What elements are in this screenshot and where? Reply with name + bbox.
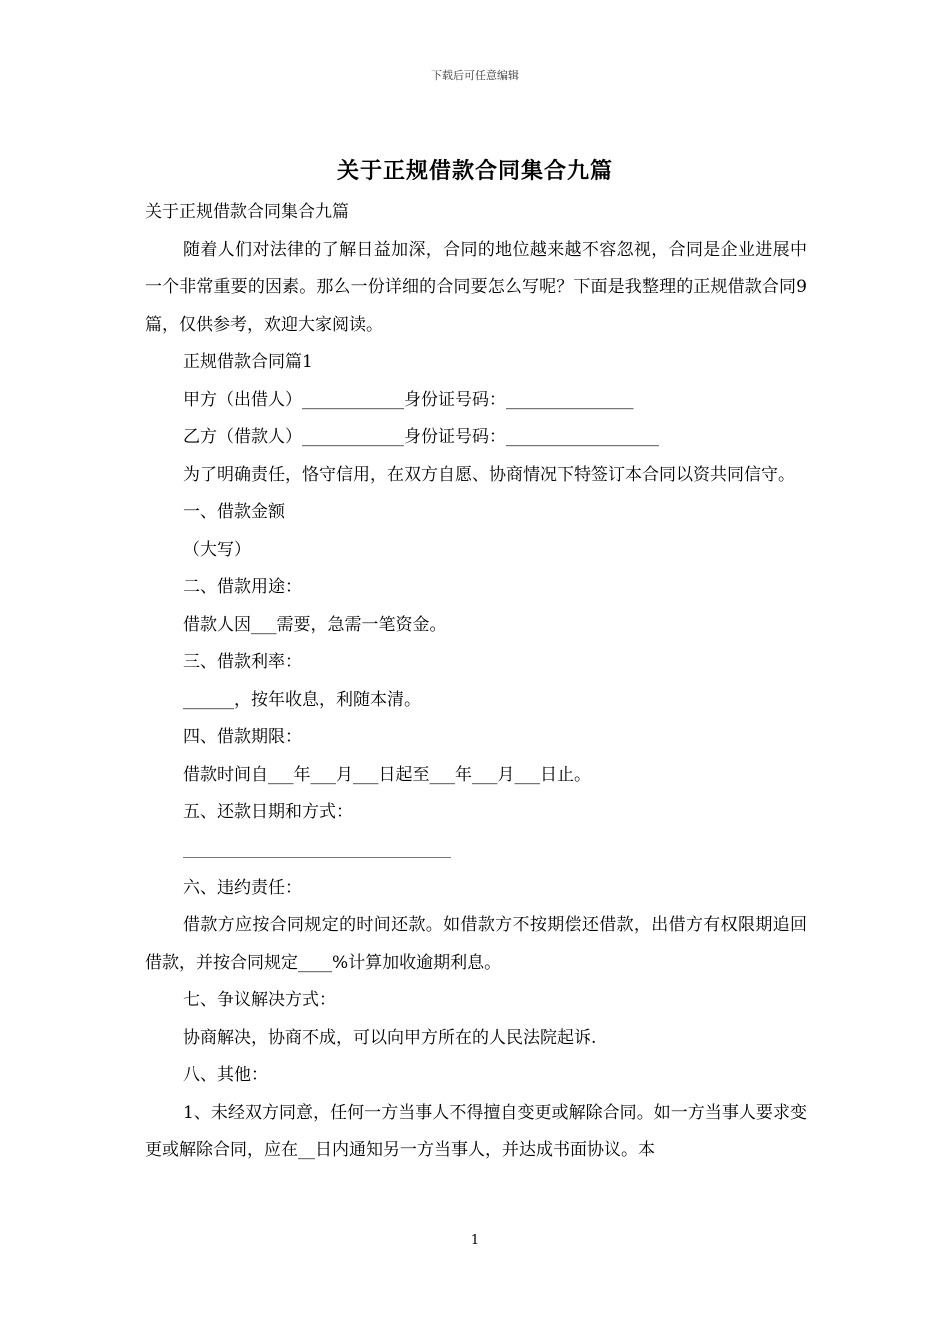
repayment-blank-line [183, 856, 451, 858]
clause-body-use: 借款人因___需要，急需一笔资金。 [183, 614, 447, 635]
subtitle-paragraph: 关于正规借款合同集合九篇 [145, 202, 349, 222]
clause-heading-term: 四、借款期限： [183, 727, 302, 747]
clause-heading-amount: 一、借款金额 [183, 502, 285, 522]
purpose-paragraph: 为了明确责任，恪守信用，在双方自愿、协商情况下特签订本合同以资共同信守。 [183, 464, 795, 485]
clause-heading-liability: 六、违约责任： [183, 877, 302, 898]
party-a-line: 甲方（出借人）____________身份证号码：_______________ [183, 389, 634, 410]
clause-body-other: 1、未经双方同意，任何一方当事人不得擅自变更或解除合同。如一方当事人要求变更或解除合同，应在__日内通知另一方当事人，并达成书面协议。本 [145, 1102, 807, 1160]
clause-body-liability: 借款方应按合同规定的时间还款。如借款方不按期偿还借款，出借方有权限期追回借款，并按合同规定____%计算加收逾期利息。 [145, 915, 807, 973]
header-note: 下载后可任意编辑 [431, 69, 519, 82]
clause-heading-use: 二、借款用途： [183, 577, 302, 597]
clause-body-dispute: 协商解决，协商不成，可以向甲方所在的人民法院起诉. [183, 1027, 597, 1048]
clause-heading-repayment: 五、还款日期和方式： [183, 802, 353, 822]
clause-heading-dispute: 七、争议解决方式： [183, 990, 336, 1010]
clause-body-rate: ______，按年收息，利随本清。 [183, 689, 421, 710]
document-body [145, 194, 807, 1170]
clause-heading-rate: 三、借款利率： [183, 652, 302, 672]
document-title: 关于正规借款合同集合九篇 [336, 158, 613, 184]
clause-body-term: 借款时间自___年___月___日起至___年___月___日止。 [183, 764, 591, 785]
clause-heading-other: 八、其他： [183, 1065, 268, 1085]
party-b-line: 乙方（借款人）____________身份证号码：__________________ [183, 427, 659, 447]
page-number: 1 [470, 1233, 480, 1248]
intro-paragraph: 随着人们对法律的了解日益加深，合同的地位越来越不容忽视，合同是企业进展中一个非常重要的因素。那么一份详细的合同要怎么写呢？下面是我整理的正规借款合同9篇，仅供参考，欢迎大家阅读。 [145, 239, 807, 335]
section-title: 正规借款合同篇1 [183, 352, 313, 372]
clause-body-amount: （大写） [183, 539, 251, 560]
